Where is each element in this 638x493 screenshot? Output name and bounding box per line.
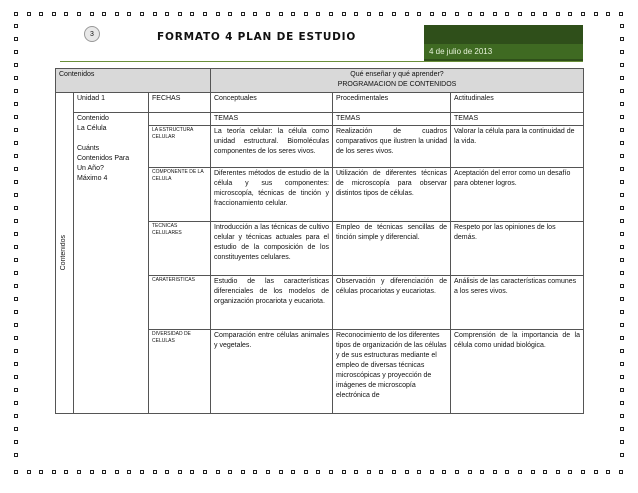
border-dot: [14, 180, 18, 184]
border-dot: [620, 245, 624, 249]
question-header: [211, 69, 584, 93]
border-dot: [620, 76, 624, 80]
border-dot: [329, 12, 333, 16]
border-dot: [14, 271, 18, 275]
fechas-header: FECHAS: [149, 93, 211, 113]
border-dot: [241, 12, 245, 16]
border-dot: [417, 12, 421, 16]
border-dot: [165, 470, 169, 474]
border-dot: [316, 470, 320, 474]
border-dot: [14, 336, 18, 340]
border-dot: [14, 440, 18, 444]
conceptuales-header: Conceptuales: [211, 93, 333, 113]
border-dot: [291, 12, 295, 16]
border-dot: [127, 470, 131, 474]
border-dot: [14, 245, 18, 249]
border-dot: [620, 63, 624, 67]
border-dot: [77, 470, 81, 474]
border-dot: [52, 470, 56, 474]
conceptual-cell: Estudio de las características diferenciales de los modelos de organización procariota y eucariota.: [211, 276, 333, 330]
unit-cell: Unidad 1: [74, 93, 149, 113]
border-dot: [14, 375, 18, 379]
border-dot: [354, 12, 358, 16]
border-dot: [64, 470, 68, 474]
border-dot: [203, 12, 207, 16]
procedimentales-header: Procedimentales: [333, 93, 451, 113]
border-dot: [14, 427, 18, 431]
border-dot: [505, 470, 509, 474]
actitudinales-header: Actitudinales: [451, 93, 584, 113]
header-divider: [60, 61, 583, 62]
border-dot: [442, 12, 446, 16]
border-dot: [531, 470, 535, 474]
border-dot: [14, 115, 18, 119]
border-dot: [102, 470, 106, 474]
border-dot: [14, 128, 18, 132]
border-dot: [620, 37, 624, 41]
left-info-4: Cuánts: [77, 145, 100, 152]
border-dot: [620, 375, 624, 379]
border-dot: [14, 102, 18, 106]
border-dot: [620, 115, 624, 119]
border-dot: [14, 154, 18, 158]
border-dot: [14, 141, 18, 145]
border-dot: [620, 284, 624, 288]
border-dot: [620, 336, 624, 340]
border-dot: [153, 12, 157, 16]
left-info-1: Contenido: [77, 115, 109, 122]
border-dot: [405, 470, 409, 474]
border-dot: [620, 193, 624, 197]
border-dot: [480, 470, 484, 474]
border-dot: [405, 12, 409, 16]
document-title: FORMATO 4 PLAN DE ESTUDIO: [157, 31, 357, 43]
border-dot: [14, 453, 18, 457]
border-dot: [367, 12, 371, 16]
border-dot: [619, 470, 623, 474]
border-dot: [165, 12, 169, 16]
border-dot: [606, 12, 610, 16]
procedimental-cell: Reconocimiento de los diferentes tipos de organización de las células y de sus estructuras mediante el empleo de diversas técnicas microscópicas y proyección de imágenes de microscopía electrónica de: [333, 330, 451, 414]
border-dot: [620, 206, 624, 210]
border-dot: [417, 470, 421, 474]
procedimental-cell: Observación y diferenciación de células procariotas y eucariotas.: [333, 276, 451, 330]
border-dot: [115, 470, 119, 474]
border-dot: [620, 219, 624, 223]
border-dot: [102, 12, 106, 16]
border-dot: [241, 470, 245, 474]
border-dot: [620, 297, 624, 301]
border-dot: [620, 401, 624, 405]
border-dot: [14, 193, 18, 197]
border-dot: [14, 167, 18, 171]
left-info-7: Máximo 4: [77, 175, 108, 182]
border-dot: [606, 470, 610, 474]
border-dot: [253, 12, 257, 16]
border-dot: [518, 12, 522, 16]
page-number: 3: [84, 26, 100, 42]
border-dot: [354, 470, 358, 474]
temas-spacer: [149, 113, 211, 126]
border-dot: [620, 427, 624, 431]
border-dot: [228, 12, 232, 16]
border-dot: [620, 440, 624, 444]
border-dot: [216, 470, 220, 474]
border-dot: [14, 63, 18, 67]
border-dot: [27, 470, 31, 474]
border-dot: [568, 470, 572, 474]
left-info-5: Contenidos Para: [77, 155, 130, 162]
actitudinal-cell: Aceptación del error como un desafío para obtener logros.: [451, 168, 584, 222]
border-dot: [620, 414, 624, 418]
border-dot: [14, 470, 18, 474]
procedimental-cell: Realización de cuadros comparativos que ilustren la unidad de los seres vivos.: [333, 126, 451, 168]
border-dot: [279, 12, 283, 16]
border-dot: [367, 470, 371, 474]
border-dot: [14, 37, 18, 41]
procedimental-cell: Utilización de diferentes técnicas de microscopía para observar distintos tipos de células.: [333, 168, 451, 222]
actitudinal-cell: Comprensión de la importancia de la célula como unidad biológica.: [451, 330, 584, 414]
border-dot: [342, 12, 346, 16]
border-dot: [594, 470, 598, 474]
border-dot: [620, 180, 624, 184]
border-dot: [329, 470, 333, 474]
border-dot: [430, 470, 434, 474]
border-dot: [505, 12, 509, 16]
border-dot: [379, 12, 383, 16]
border-dot: [27, 12, 31, 16]
temas-actitudinal: TEMAS: [451, 113, 584, 126]
border-dot: [14, 388, 18, 392]
border-dot: [52, 12, 56, 16]
border-dot: [14, 206, 18, 210]
border-dot: [14, 24, 18, 28]
border-dot: [594, 12, 598, 16]
border-dot: [518, 470, 522, 474]
border-dot: [253, 470, 257, 474]
border-dot: [455, 12, 459, 16]
border-dot: [14, 258, 18, 262]
border-dot: [178, 470, 182, 474]
border-dot: [77, 12, 81, 16]
side-label-cell: [56, 93, 74, 414]
conceptual-cell: Diferentes métodos de estudio de la célula y sus componentes: microscopía, técnicas de tinción y fraccionamiento celular.: [211, 168, 333, 222]
border-dot: [14, 12, 18, 16]
border-dot: [190, 12, 194, 16]
border-dot: [392, 12, 396, 16]
actitudinal-cell: Análisis de las características comunes a los seres vivos.: [451, 276, 584, 330]
border-dot: [493, 470, 497, 474]
border-dot: [620, 128, 624, 132]
border-dot: [14, 284, 18, 288]
border-dot: [90, 470, 94, 474]
border-dot: [620, 271, 624, 275]
border-dot: [14, 89, 18, 93]
border-dot: [619, 12, 623, 16]
actitudinal-cell: Respeto por las opiniones de los demás.: [451, 222, 584, 276]
border-dot: [266, 470, 270, 474]
fecha-cell: COMPONENTE DE LA CELULA: [149, 168, 211, 222]
border-dot: [543, 12, 547, 16]
border-dot: [342, 470, 346, 474]
border-dot: [266, 12, 270, 16]
question-line-2: PROGRAMACION DE CONTENIDOS: [337, 81, 457, 88]
border-dot: [620, 154, 624, 158]
border-dot: [620, 323, 624, 327]
border-dot: [556, 12, 560, 16]
border-dot: [581, 12, 585, 16]
actitudinal-cell: Valorar la célula para la continuidad de la vida.: [451, 126, 584, 168]
border-dot: [620, 232, 624, 236]
border-dot: [203, 470, 207, 474]
border-dot: [14, 232, 18, 236]
conceptual-cell: Comparación entre células animales y vegetales.: [211, 330, 333, 414]
border-dot: [14, 323, 18, 327]
side-label: Contenidos: [60, 235, 67, 271]
contenidos-header: Contenidos: [56, 69, 211, 93]
fecha-cell: TECNICAS CELULARES: [149, 222, 211, 276]
border-dot: [153, 470, 157, 474]
border-dot: [620, 141, 624, 145]
border-dot: [14, 310, 18, 314]
border-dot: [620, 258, 624, 262]
border-dot: [620, 362, 624, 366]
left-info-2: La Célula: [77, 125, 107, 132]
border-dot: [14, 219, 18, 223]
border-dot: [14, 362, 18, 366]
procedimental-cell: Empleo de técnicas sencillas de tinción simple y diferencial.: [333, 222, 451, 276]
study-plan-table: [55, 68, 584, 414]
border-dot: [620, 349, 624, 353]
border-dot: [115, 12, 119, 16]
border-dot: [127, 12, 131, 16]
border-dot: [64, 12, 68, 16]
left-info-cell: [74, 113, 149, 414]
border-dot: [442, 470, 446, 474]
border-dot: [216, 12, 220, 16]
border-dot: [14, 297, 18, 301]
border-dot: [379, 470, 383, 474]
border-dot: [543, 470, 547, 474]
border-dot: [14, 76, 18, 80]
border-dot: [14, 414, 18, 418]
border-dot: [178, 12, 182, 16]
border-dot: [620, 102, 624, 106]
border-dot: [620, 310, 624, 314]
fecha-cell: CARATERISTICAS: [149, 276, 211, 330]
border-dot: [190, 470, 194, 474]
border-dot: [568, 12, 572, 16]
question-line-1: Qué enseñar y qué aprender?: [350, 71, 444, 78]
border-dot: [90, 12, 94, 16]
border-dot: [430, 12, 434, 16]
fecha-cell: LA ESTRUCTURA CELULAR: [149, 126, 211, 168]
border-dot: [581, 470, 585, 474]
border-dot: [316, 12, 320, 16]
border-dot: [392, 470, 396, 474]
conceptual-cell: La teoría celular: la célula como unidad estructural. Biomoléculas componentes de los seres vivos.: [211, 126, 333, 168]
border-dot: [228, 470, 232, 474]
border-dot: [531, 12, 535, 16]
border-dot: [14, 50, 18, 54]
date-label: 4 de julio de 2013: [424, 44, 583, 59]
border-dot: [493, 12, 497, 16]
border-dot: [455, 470, 459, 474]
border-dot: [140, 12, 144, 16]
border-dot: [304, 12, 308, 16]
border-dot: [620, 453, 624, 457]
border-dot: [620, 24, 624, 28]
border-dot: [620, 89, 624, 93]
border-dot: [291, 470, 295, 474]
border-dot: [620, 50, 624, 54]
border-dot: [39, 12, 43, 16]
border-dot: [279, 470, 283, 474]
border-dot: [480, 12, 484, 16]
border-dot: [556, 470, 560, 474]
border-dot: [468, 470, 472, 474]
left-info-6: Un Año?: [77, 165, 104, 172]
border-dot: [620, 388, 624, 392]
border-dot: [304, 470, 308, 474]
border-dot: [14, 349, 18, 353]
temas-conceptual: TEMAS: [211, 113, 333, 126]
border-dot: [468, 12, 472, 16]
border-dot: [39, 470, 43, 474]
fecha-cell: DIVERSIDAD DE CELULAS: [149, 330, 211, 414]
conceptual-cell: Introducción a las técnicas de cultivo celular y técnicas actuales para el estudio de la composición de los constituyentes celulares.: [211, 222, 333, 276]
border-dot: [140, 470, 144, 474]
border-dot: [14, 401, 18, 405]
temas-procedimental: TEMAS: [333, 113, 451, 126]
border-dot: [620, 167, 624, 171]
